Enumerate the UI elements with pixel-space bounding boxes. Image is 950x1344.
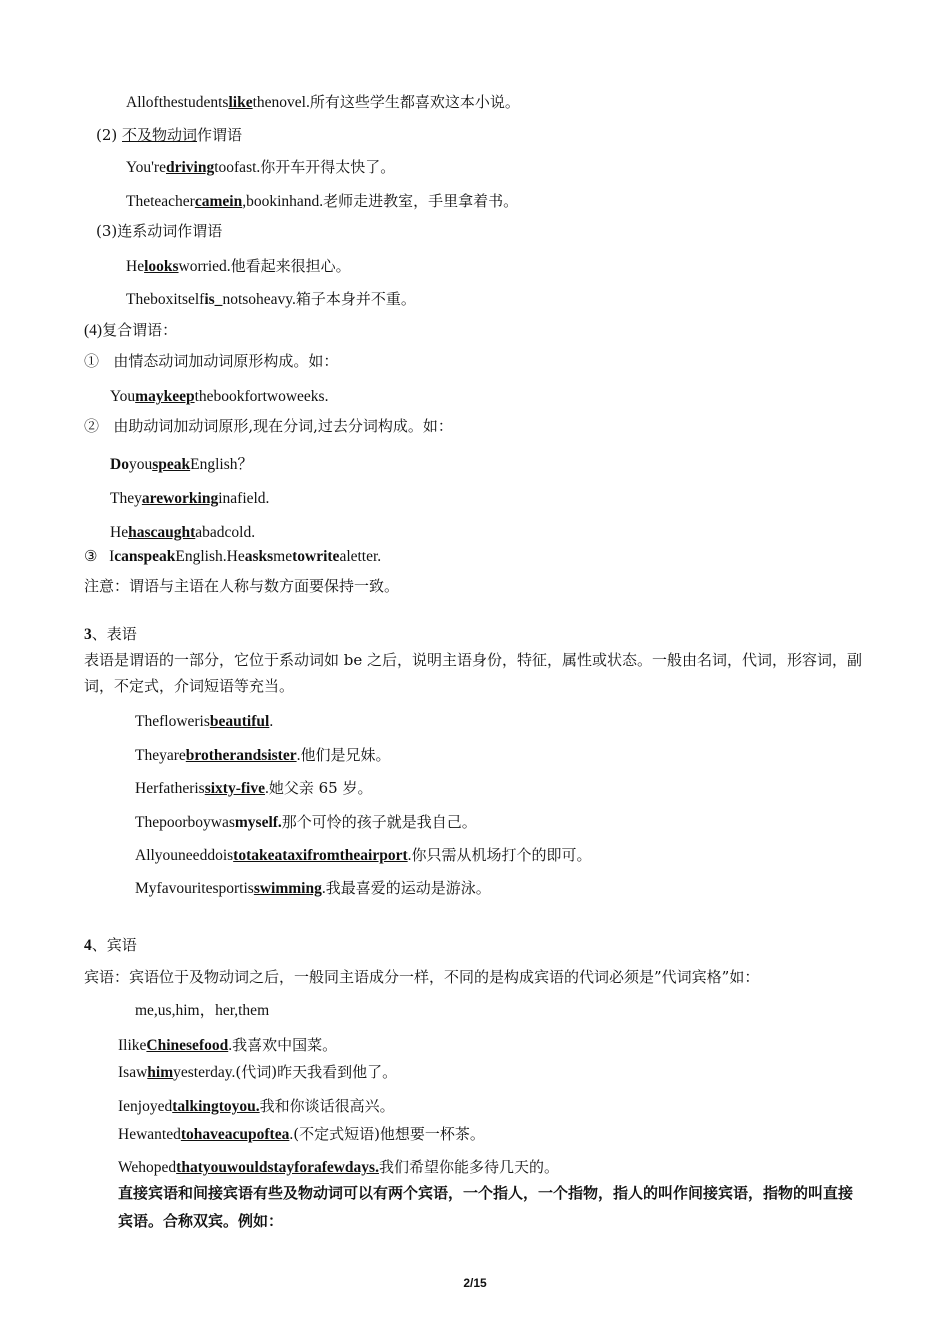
predicate-highlight: maykeep: [135, 388, 195, 405]
predicate-highlight: camein: [194, 193, 243, 210]
text-segment: Ienjoyed: [118, 1098, 173, 1115]
text-segment: Hewanted: [118, 1126, 181, 1143]
example-sentence: [135, 745, 390, 766]
text-segment: 宾语：宾语位于及物动词之后，一般同主语成分一样，不同的是构成宾语的代词必须是”代词宾格”如：: [84, 968, 760, 986]
text-segment: me,us,him，her,them: [135, 1002, 270, 1019]
text-segment: 注意：谓语与主语在人称与数方面要保持一致。: [84, 577, 400, 595]
example-sentence: [135, 712, 273, 732]
text-segment: (2): [96, 126, 123, 144]
predicate-highlight: canspeak: [114, 548, 176, 565]
numbered-item: [84, 416, 453, 436]
text-segment: abadcold.: [195, 524, 256, 541]
note-line: [84, 576, 399, 596]
predicative-highlight: swimming: [253, 880, 322, 897]
object-highlight: Chinesefood: [146, 1037, 229, 1054]
example-sentence: [118, 1035, 337, 1056]
translation: 我喜欢中国菜。: [232, 1036, 338, 1054]
text-segment: Myfavouritesportis: [135, 880, 254, 897]
pronoun-list: [135, 1001, 269, 1021]
text-segment: thebookfortwoweeks.: [194, 388, 329, 405]
example-sentence: [118, 1124, 485, 1145]
section-paragraph: 表语是谓语的一部分，它位于系动词如 be 之后，说明主语身份，特征，属性或状态。一般由名词，代词，形容词，副词，不定式，介词短语等充当。: [84, 651, 863, 695]
text-segment: They: [110, 490, 142, 507]
predicative-highlight: myself.: [234, 814, 282, 831]
text-segment: ,bookinhand.: [242, 193, 324, 210]
page-number: 2/15: [463, 1276, 487, 1290]
text-segment: 由助动词加动词原形,现在分词,过去分词构成。如：: [113, 417, 453, 435]
text-segment: Theboxitself: [126, 291, 205, 308]
translation: (代词)昨天我看到他了。: [235, 1063, 398, 1081]
section-heading: [84, 624, 137, 645]
translation: 你只需从机场打个的即可。: [411, 846, 592, 864]
section-number: 4: [84, 937, 92, 954]
predicate-highlight: Do: [110, 456, 129, 473]
translation: 他们是兄妹。: [300, 746, 391, 764]
translation: 那个可怜的孩子就是我自己。: [281, 813, 477, 831]
predicate-highlight: areworking: [141, 490, 219, 507]
translation: 所有这些学生都喜欢这本小说。: [309, 93, 520, 111]
circled-number: ③: [84, 547, 98, 565]
text-segment: .: [228, 1037, 233, 1054]
object-highlight: him: [147, 1064, 174, 1081]
text-segment: worried.: [178, 258, 231, 275]
text-segment: You: [110, 388, 136, 405]
text-segment: me: [273, 548, 293, 565]
text-segment: English？: [190, 456, 253, 473]
example-sentence: [110, 523, 255, 543]
predicate-highlight: is_: [204, 291, 223, 308]
translation: 我和你谈话很高兴。: [259, 1097, 395, 1115]
subheading: [84, 320, 177, 341]
text-segment: Wehoped: [118, 1159, 177, 1176]
predicate-highlight: driving: [165, 159, 215, 176]
predicative-highlight: beautiful: [209, 713, 270, 730]
example-sentence: [135, 778, 372, 799]
circled-number: ②: [84, 417, 100, 435]
example-sentence: [126, 256, 351, 277]
numbered-item: [84, 546, 381, 567]
text-segment: Allyouneeddois: [135, 847, 234, 864]
example-sentence: [126, 191, 518, 212]
text-segment: Thepoorboywas: [135, 814, 235, 831]
example-sentence: [126, 289, 416, 310]
text-segment: .: [407, 847, 412, 864]
example-sentence: [110, 387, 328, 407]
predicate-highlight: asks: [244, 548, 274, 565]
section-title: 、表语: [91, 625, 137, 643]
translation: 老师走进教室，手里拿着书。: [323, 192, 519, 210]
text-segment: toofast.: [214, 159, 261, 176]
translation: 他看起来很担心。: [230, 257, 351, 275]
translation: 箱子本身并不重。: [295, 290, 416, 308]
example-sentence: [118, 1157, 559, 1178]
text-segment: .: [321, 880, 326, 897]
section-number: 3: [84, 626, 92, 643]
text-segment: He: [126, 258, 145, 275]
example-sentence: [110, 455, 253, 475]
example-sentence: [126, 157, 395, 178]
predicate-highlight: hascaught: [128, 524, 196, 541]
underlined-term: 不及物动词: [122, 126, 198, 144]
translation: 我们希望你能多待几天的。: [378, 1158, 559, 1176]
text-segment: notsoheavy.: [222, 291, 296, 308]
text-segment: Allofthestudents: [126, 94, 229, 111]
example-sentence: [135, 812, 477, 833]
example-sentence: [126, 92, 520, 113]
text-segment: (4): [84, 322, 103, 339]
text-segment: aletter.: [339, 548, 382, 565]
text-segment: I: [109, 548, 115, 565]
example-sentence: [110, 489, 269, 509]
example-sentence: [118, 1062, 397, 1083]
text-segment: 由情态动词加动词原形构成。如：: [113, 352, 339, 370]
predicate-highlight: towrite: [292, 548, 340, 565]
text-segment: yesterday.: [173, 1064, 236, 1081]
subheading: [96, 125, 242, 145]
example-sentence: [135, 845, 592, 866]
text-segment: 复合谓语：: [102, 321, 178, 339]
text-segment: .: [269, 713, 274, 730]
text-segment: Ilike: [118, 1037, 147, 1054]
translation: 你开车开得太快了。: [260, 158, 396, 176]
text-segment: Herfatheris: [135, 780, 205, 797]
example-sentence: [135, 878, 491, 899]
text-segment: .: [264, 780, 269, 797]
text-segment: inafield.: [218, 490, 270, 507]
object-highlight: tohaveacupoftea: [180, 1126, 290, 1143]
text-segment: Isaw: [118, 1064, 148, 1081]
object-highlight: talkingtoyou.: [172, 1098, 260, 1115]
translation: (不定式短语)他想要一杯茶。: [293, 1125, 485, 1143]
example-sentence: [118, 1096, 395, 1117]
translation: 她父亲 65 岁。: [268, 779, 373, 797]
predicative-highlight: totakeataxifromtheairport: [233, 847, 408, 864]
text-segment: Theyare: [135, 747, 186, 764]
predicate-highlight: looks: [144, 258, 179, 275]
translation: 我最喜爱的运动是游泳。: [325, 879, 491, 897]
text-segment: 作谓语: [197, 126, 243, 144]
predicative-highlight: sixty-five: [204, 780, 265, 797]
predicate-highlight: like: [228, 94, 253, 111]
section-title: 、宾语: [91, 936, 137, 954]
text-segment: .: [289, 1126, 294, 1143]
text-segment: .: [296, 747, 301, 764]
section-paragraph: [84, 967, 759, 987]
text-segment: You're: [126, 159, 166, 176]
text-segment: you: [128, 456, 153, 473]
predicate-highlight: speak: [152, 456, 191, 473]
text-segment: Thefloweris: [135, 713, 210, 730]
object-highlight: thatyouwouldstayforafewdays.: [176, 1159, 379, 1176]
predicative-highlight: brotherandsister: [185, 747, 297, 764]
text-segment: He: [110, 524, 129, 541]
subheading: [96, 221, 222, 241]
text-segment: (3): [96, 222, 118, 240]
text-segment: thenovel.: [252, 94, 310, 111]
text-segment: English.He: [175, 548, 245, 565]
numbered-item: [84, 351, 338, 371]
text-segment: 连系动词作谓语: [117, 222, 223, 240]
circled-number: ①: [84, 352, 100, 370]
text-segment: Theteacher: [126, 193, 195, 210]
bold-explanation: 直接宾语和间接宾语有些及物动词可以有两个宾语，一个指人，一个指物，指人的叫作间接宾语，指物的叫直接宾语。合称双宾。例如：: [118, 1184, 854, 1230]
section-heading: [84, 935, 137, 956]
